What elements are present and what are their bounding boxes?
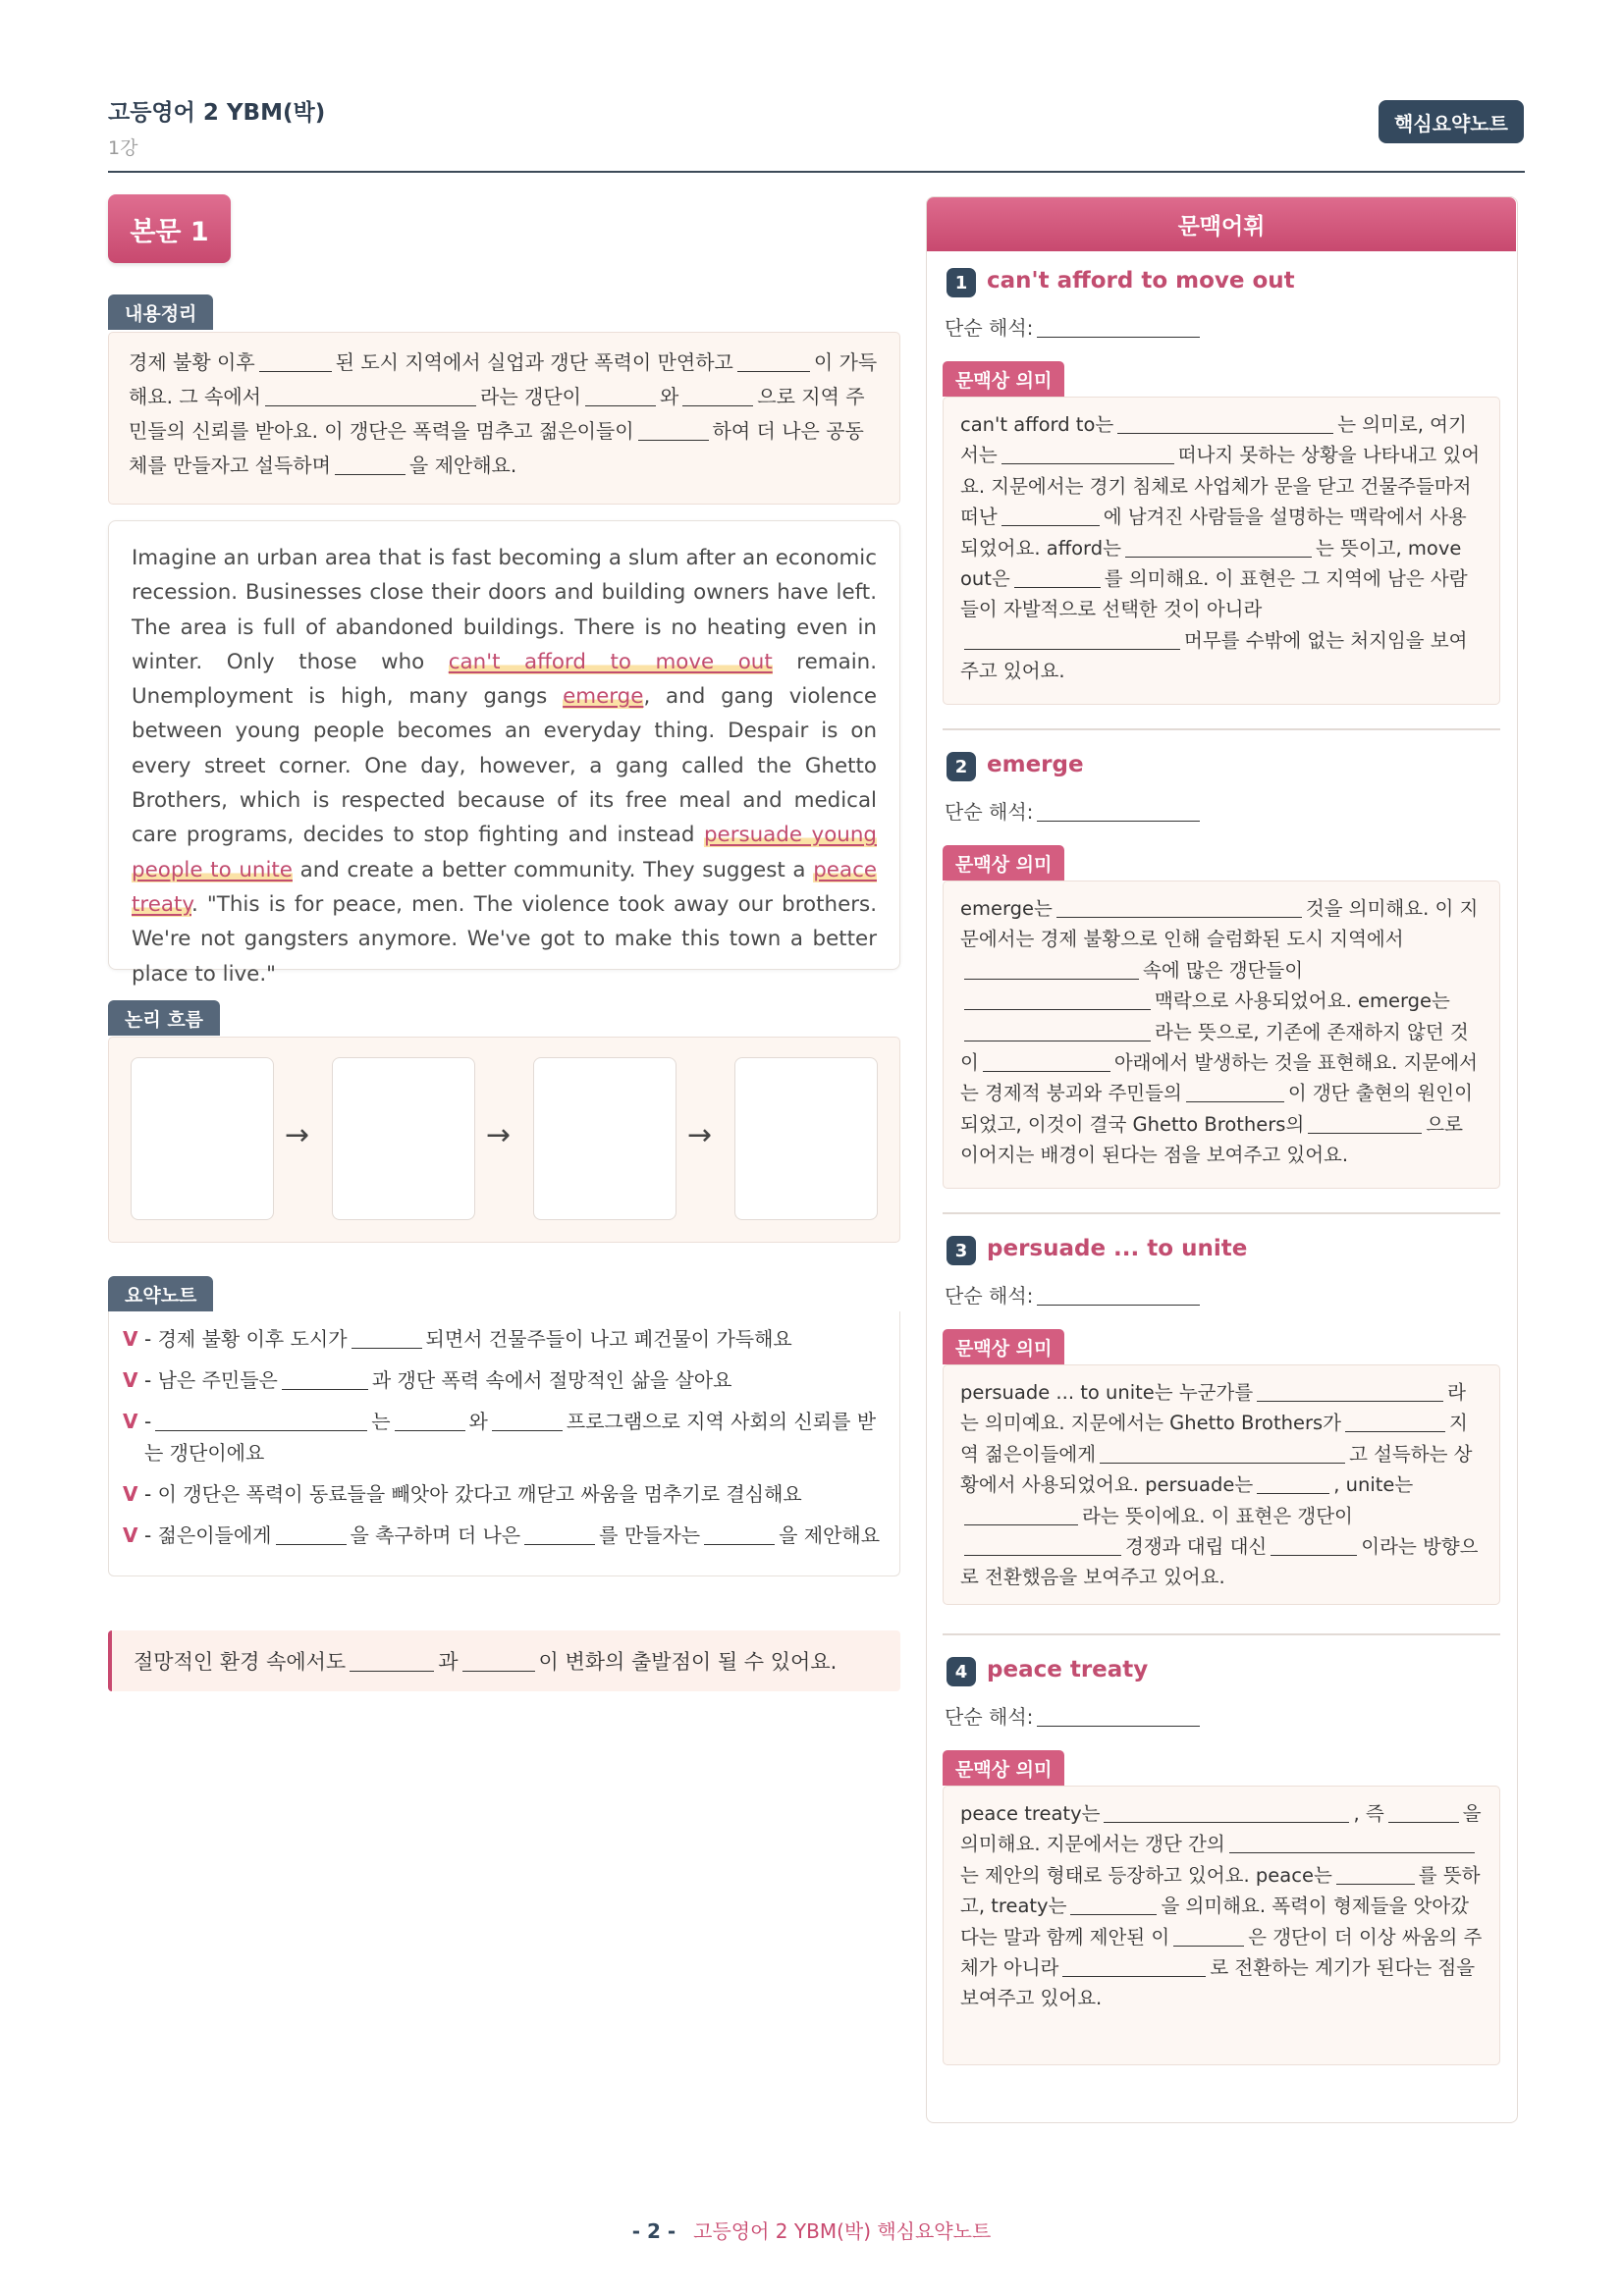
item-number-badge: 2 [947,752,976,781]
check-mark-icon: V [123,1368,138,1392]
note-item: V - 남은 주민들은 과 갱단 폭력 속에서 절망적인 삶을 살아요 [123,1364,886,1396]
meaning-tag: 문맥상 의미 [943,1750,1064,1786]
item-number-badge: 1 [947,268,976,297]
summary-tag: 내용정리 [108,294,213,330]
context-meaning-box: peace treaty는 , 즉 을 의미해요. 지문에서는 갱단 간의는 제안의 형태로 등장하고 있어요. peace는 를 뜻하고, treaty는 을 의미해요. 폭력이 형제들을 앗아갔다는 말과 함께 제안된 이 은 갱단이 더 이상 싸움의 주체가 아니라 로 전환하는 계기가 된다는 점을 보여주고 있어요. [943,1786,1500,2065]
vocab-term: emerge [987,752,1084,777]
blank [259,351,332,372]
blank [737,351,810,372]
context-meaning-box: can't afford to는 는 의미로, 여기서는 떠나지 못하는 상황을 나타내고 있어요. 지문에서는 경기 침체로 사업체가 문을 닫고 건물주들마저 떠난 에 남겨진 사람들을 설명하는 맥락에서 사용되었어요. afford는 는 뜻이고, move out은 를 의미해요. 이 표현은 그 지역에 남은 사람들이 자발적으로 선택한 것이 아니라머무를 수밖에 없는 처지임을 보여주고 있어요. [943,397,1500,705]
blank [585,386,656,406]
simple-translation: 단순 해석: [945,312,1204,341]
summary-note-badge: 핵심요약노트 [1379,100,1524,143]
flow-card [332,1057,475,1220]
flow-card [131,1057,274,1220]
note-item: V - 이 갱단은 폭력이 동료들을 빼앗아 갔다고 깨닫고 싸움을 멈추기로 결심해요 [123,1478,886,1510]
simple-translation: 단순 해석: [945,796,1204,825]
note-item: V - 는 와 프로그램으로 지역 사회의 신뢰를 받는 갱단이에요 [123,1406,886,1468]
arrow-right-icon: → [285,1118,310,1152]
logic-flow-tag: 논리 흐름 [108,1000,220,1036]
notes-tag: 요약노트 [108,1276,213,1311]
context-vocab-panel [926,196,1518,2123]
check-mark-icon: V [123,1523,138,1547]
page-number: - 2 - [631,2219,676,2243]
meaning-tag: 문맥상 의미 [943,1329,1064,1364]
blank [265,386,476,406]
item-divider [943,728,1500,730]
vocab-panel-title: 문맥어휘 [927,197,1516,251]
blank [638,420,709,441]
blank [335,454,406,475]
item-divider [943,1212,1500,1214]
check-mark-icon: V [123,1327,138,1351]
check-mark-icon: V [123,1482,138,1506]
footer-title: 고등영어 2 YBM(박) 핵심요약노트 [693,2219,992,2243]
highlight-term-2: emerge [563,684,644,710]
check-mark-icon: V [123,1410,138,1433]
blank [682,386,753,406]
flow-card [533,1057,676,1220]
note-item: V - 경제 불황 이후 도시가 되면서 건물주들이 나고 폐건물이 가득해요 [123,1323,886,1355]
arrow-right-icon: → [486,1118,512,1152]
highlight-term-4: peace treaty [132,857,877,917]
simple-translation: 단순 해석: [945,1701,1204,1730]
logic-flow-box [108,1037,900,1243]
summary-notes [108,1311,900,1576]
context-meaning-box: emerge는 것을 의미해요. 이 지문에서는 경제 불황으로 인해 슬럼화된 도시 지역에서속에 많은 갱단들이맥락으로 사용되었어요. emerge는라는 뜻으로, 기존에 존재하지 않던 것이 아래에서 발생하는 것을 표현해요. 지문에서는 경제적 붕괴와 주민들의 이 갱단 출현의 원인이 되었고, 이것이 결국 Ghetto Brothers의 으로 이어지는 배경이 된다는 점을 보여주고 있어요. [943,881,1500,1189]
meaning-tag: 문맥상 의미 [943,845,1064,881]
vocab-term: peace treaty [987,1657,1149,1682]
item-number-badge: 4 [947,1657,976,1686]
arrow-right-icon: → [687,1118,713,1152]
highlight-term-1: can't afford to move out [448,649,773,674]
reading-passage: Imagine an urban area that is fast becoming a slum after an economic recession. Businesses close their doors and building owners have left. The area is full of abandoned buildings. There is no heating even in winter. Only those who can't afford to move out remain. Unemployment is high, many gangs emerge, and gang violence between young people becomes an everyday thing. Despair is on every street corner. One day, however, a gang called the Ghetto Brothers, which is respected because of its free meal and medical care programs, decides to stop fighting and instead persuade young people to unite and create a better community. They suggest a peace treaty. "This is for peace, men. The violence took away our brothers. We're not gangsters anymore. We've got to make this town a better place to live." [108,520,900,970]
item-divider [943,1633,1500,1635]
simple-translation: 단순 해석: [945,1280,1204,1308]
flow-card [734,1057,878,1220]
document-title: 고등영어 2 YBM(박) [108,100,326,126]
context-meaning-box: persuade ... to unite는 누군가를 라는 의미예요. 지문에서는 Ghetto Brothers가 지역 젊은이들에게 고 설득하는 상황에서 사용되었어요. persuade는 , unite는라는 뜻이에요. 이 표현은 갱단이경쟁과 대립 대신 이라는 방향으로 전환했음을 보여주고 있어요. [943,1364,1500,1605]
content-summary-box: 경제 불황 이후 된 도시 지역에서 실업과 갱단 폭력이 만연하고 이 가득해요. 그 속에서 라는 갱단이 와 으로 지역 주민들의 신뢰를 받아요. 이 갱단은 폭력을 멈추고 젊은이들이 하여 더 나은 공동체를 만들자고 설득하며 을 제안해요. [108,332,900,505]
header-divider [108,171,1525,173]
item-number-badge: 3 [947,1236,976,1265]
meaning-tag: 문맥상 의미 [943,361,1064,397]
highlight-term-3: persuade young people to unite [132,823,877,882]
lesson-label: 1강 [108,137,138,159]
vocab-term: can't afford to move out [987,268,1295,294]
vocab-term: persuade ... to unite [987,1236,1248,1261]
page-footer [0,2216,1623,2244]
section-badge: 본문 1 [108,194,231,263]
note-item: V - 젊은이들에게 을 촉구하며 더 나은 를 만들자는 을 제안해요 [123,1520,886,1551]
key-takeaway: 절망적인 환경 속에서도 과 이 변화의 출발점이 될 수 있어요. [108,1630,900,1691]
